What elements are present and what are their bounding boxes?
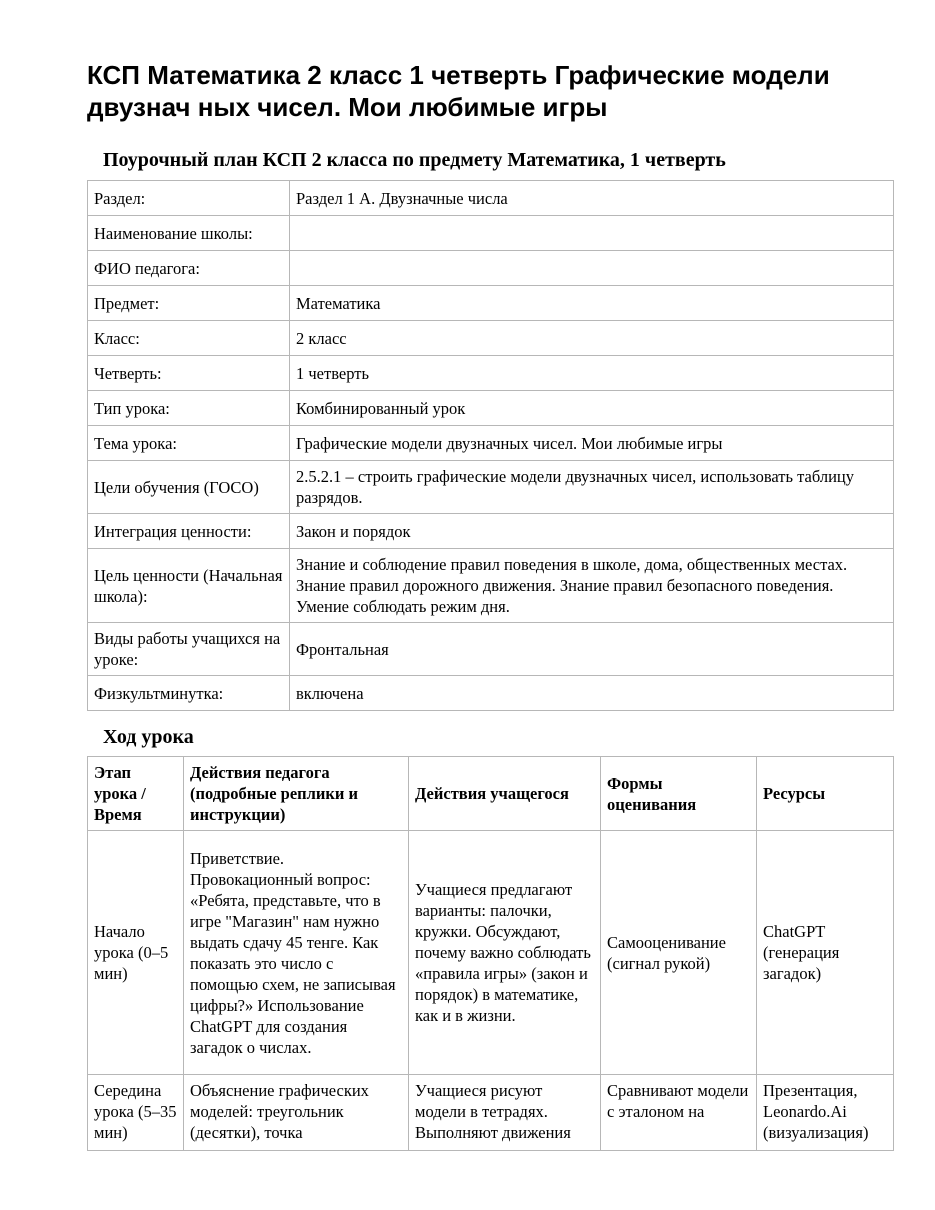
- table-row: [88, 623, 894, 676]
- info-label: Класс:: [88, 321, 290, 356]
- table-row: [88, 549, 894, 623]
- info-value: Знание и соблюдение правил поведения в школе, дома, общественных местах. Знание правил дорожного движения. Знание правил безопасного поведения. Умение соблюдать режим дня.: [290, 549, 894, 623]
- info-label: Раздел:: [88, 181, 290, 216]
- info-value: [290, 251, 894, 286]
- info-value: 1 четверть: [290, 356, 894, 391]
- info-label: Интеграция ценности:: [88, 514, 290, 549]
- document-page: [87, 0, 893, 1151]
- info-label: Цель ценности (Начальная школа):: [88, 549, 290, 623]
- teacher-actions-cell: Приветствие. Провокационный вопрос: «Ребята, представьте, что в игре "Магазин" нам нужно выдать сдачу 45 тенге. Как показать это число с помощью схем, не записывая цифры?» Использование ChatGPT для создания загадок о числах.: [184, 831, 409, 1075]
- table-row: [88, 461, 894, 514]
- info-value: Комбинированный урок: [290, 391, 894, 426]
- column-header: Формы оценивания: [601, 757, 757, 831]
- resources-cell: Презентация, Leonardo.Ai (визуализация): [757, 1075, 894, 1151]
- teacher-actions-cell: Объяснение графических моделей: треугольник (десятки), точка: [184, 1075, 409, 1151]
- info-label: Физкультминутка:: [88, 676, 290, 711]
- table-row: [88, 1075, 894, 1151]
- resources-cell: ChatGPT (генерация загадок): [757, 831, 894, 1075]
- plan-heading: Поурочный план КСП 2 класса по предмету Математика, 1 четверть: [103, 149, 726, 171]
- table-row: [88, 391, 894, 426]
- column-header: Ресурсы: [757, 757, 894, 831]
- info-value: Раздел 1 А. Двузначные числа: [290, 181, 894, 216]
- info-label: Четверть:: [88, 356, 290, 391]
- assessment-cell: Сравнивают модели с эталоном на: [601, 1075, 757, 1151]
- info-label: Цели обучения (ГОСО): [88, 461, 290, 514]
- info-value: [290, 216, 894, 251]
- info-value: 2 класс: [290, 321, 894, 356]
- stage-cell: Начало урока (0–5 мин): [88, 831, 184, 1075]
- table-row: [88, 286, 894, 321]
- table-row: [88, 426, 894, 461]
- column-header: Этап урока / Время: [88, 757, 184, 831]
- table-row: [88, 514, 894, 549]
- table-row: [88, 676, 894, 711]
- info-value: Закон и порядок: [290, 514, 894, 549]
- course-heading: Ход урока: [103, 726, 194, 748]
- table-header-row: [88, 757, 894, 831]
- table-row: [88, 831, 894, 1075]
- table-row: [88, 356, 894, 391]
- table-row: [88, 251, 894, 286]
- info-value: 2.5.2.1 – строить графические модели двузначных чисел, использовать таблицу разрядов.: [290, 461, 894, 514]
- table-row: [88, 216, 894, 251]
- info-label: Виды работы учащихся на уроке:: [88, 623, 290, 676]
- info-value: Графические модели двузначных чисел. Мои любимые игры: [290, 426, 894, 461]
- table-row: [88, 181, 894, 216]
- info-label: ФИО педагога:: [88, 251, 290, 286]
- lesson-course-table: [87, 756, 894, 1151]
- table-row: [88, 321, 894, 356]
- info-label: Тема урока:: [88, 426, 290, 461]
- info-label: Наименование школы:: [88, 216, 290, 251]
- lesson-info-table: [87, 180, 894, 711]
- column-header: Действия учащегося: [409, 757, 601, 831]
- document-title: КСП Математика 2 класс 1 четверть Графические модели двузнач ных чисел. Мои любимые игры: [87, 60, 830, 122]
- student-actions-cell: Учащиеся предлагают варианты: палочки, кружки. Обсуждают, почему важно соблюдать «правила игры» (закон и порядок) в математике, как и в жизни.: [409, 831, 601, 1075]
- info-value: Математика: [290, 286, 894, 321]
- info-value: включена: [290, 676, 894, 711]
- student-actions-cell: Учащиеся рисуют модели в тетрадях. Выполняют движения: [409, 1075, 601, 1151]
- info-label: Предмет:: [88, 286, 290, 321]
- assessment-cell: Самооценивание (сигнал рукой): [601, 831, 757, 1075]
- column-header: Действия педагога (подробные реплики и инструкции): [184, 757, 409, 831]
- stage-cell: Середина урока (5–35 мин): [88, 1075, 184, 1151]
- info-value: Фронтальная: [290, 623, 894, 676]
- info-label: Тип урока:: [88, 391, 290, 426]
